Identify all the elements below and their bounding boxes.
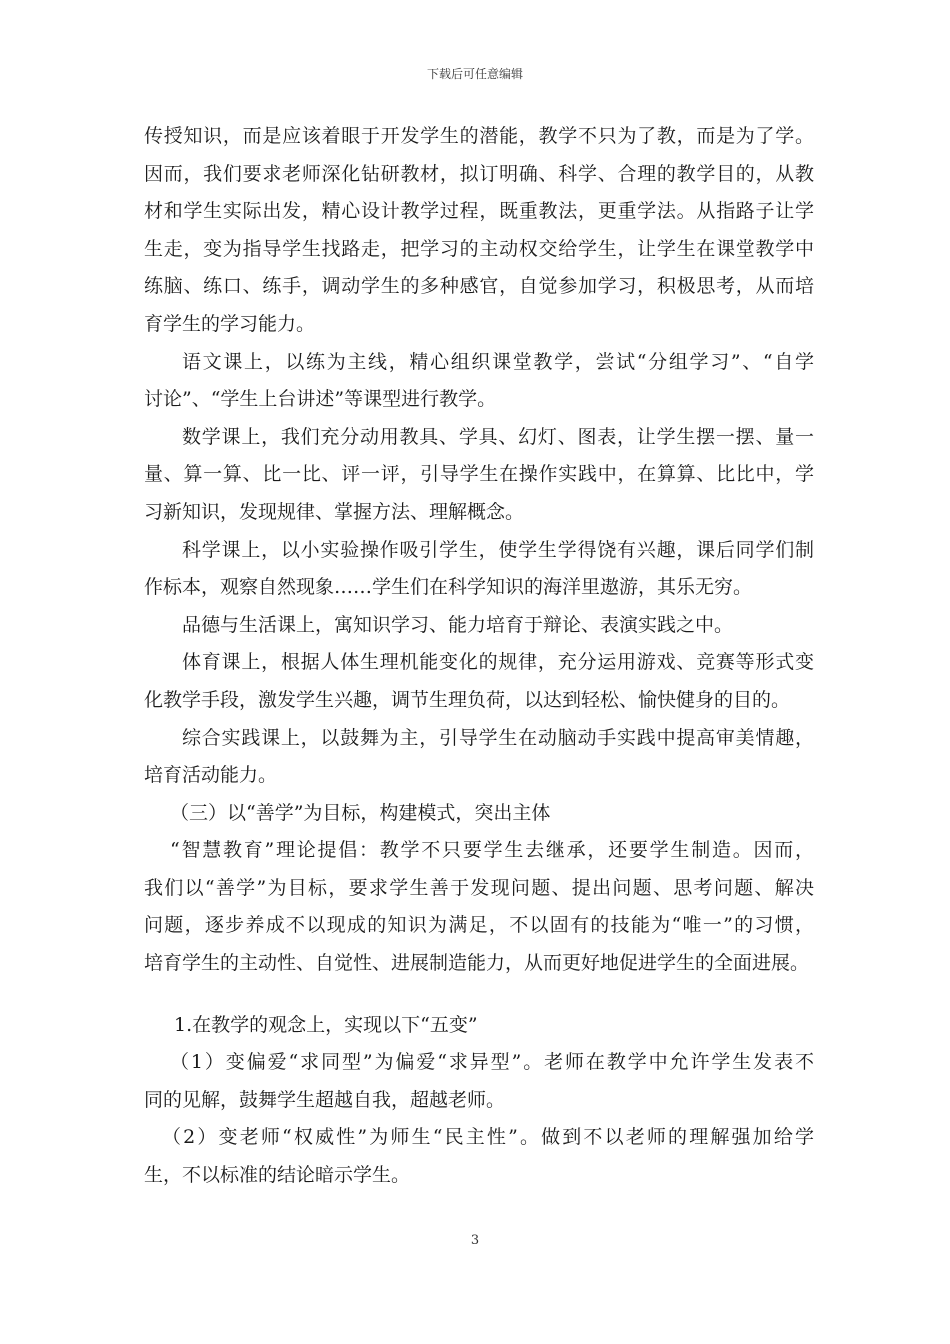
text-line: 生走，变为指导学生找路走，把学习的主动权交给学生，让学生在课堂教学中	[144, 237, 814, 260]
page-header: 下载后可任意编辑	[426, 67, 523, 81]
paragraph-gap	[144, 983, 814, 1007]
text-line: 材和学生实际出发，精心设计教学过程，既重教法，更重学法。从指路子让学	[144, 200, 814, 223]
text-line: 化教学手段，激发学生兴趣，调节生理负荷，以达到轻松、愉快健身的目的。	[144, 688, 791, 711]
text-line: 培育活动能力。	[144, 764, 278, 787]
text-line: 因而，我们要求老师深化钻研教材，拟订明确、科学、合理的教学目的，从教	[144, 162, 814, 185]
text-line: 综合实践课上，以鼓舞为主，引导学生在动脑动手实践中提高审美情趣，	[182, 726, 814, 749]
text-line: （1）变偏爱“求同型”为偏爱“求异型”。老师在教学中允许学生发表不	[170, 1051, 814, 1074]
text-line: 生，不以标准的结论暗示学生。	[144, 1164, 411, 1187]
text-line: 体育课上，根据人体生理机能变化的规律，充分运用游戏、竞赛等形式变	[182, 651, 814, 674]
text-line: 数学课上，我们充分动用教具、学具、幻灯、图表，让学生摆一摆、量一	[182, 425, 814, 448]
text-line: 问题，逐步养成不以现成的知识为满足，不以固有的技能为“唯一”的习惯，	[144, 914, 814, 937]
subsection-heading: 1.在教学的观念上，实现以下“五变”	[174, 1013, 478, 1036]
text-line: 科学课上，以小实验操作吸引学生，使学生学得饶有兴趣，课后同学们制	[182, 538, 814, 561]
text-line: “智慧教育”理论提倡：教学不只要学生去继承，还要学生制造。因而，	[170, 839, 814, 862]
text-line: 品德与生活课上，寓知识学习、能力培育于辩论、表演实践之中。	[182, 613, 734, 636]
text-line: 量、算一算、比一比、评一评，引导学生在操作实践中，在算算、比比中，学	[144, 463, 814, 486]
text-line: 培育学生的主动性、自觉性、进展制造能力，从而更好地促进学生的全面进展。	[144, 952, 810, 975]
text-line: 育学生的学习能力。	[144, 312, 316, 335]
text-line: （2）变老师“权威性”为师生“民主性”。做到不以老师的理解强加给学	[162, 1126, 814, 1149]
text-line: 传授知识，而是应该着眼于开发学生的潜能，教学不只为了教，而是为了学。	[144, 125, 814, 147]
text-line: 作标本，观察自然现象……学生们在科学知识的海洋里遨游，其乐无穷。	[144, 576, 753, 599]
text-line: 同的见解，鼓舞学生超越自我，超越老师。	[144, 1088, 506, 1111]
page-number: 3	[470, 1233, 480, 1248]
document-body	[144, 118, 814, 1195]
text-line: 习新知识，发现规律、掌握方法、理解概念。	[144, 500, 525, 523]
text-line: 我们以“善学”为目标，要求学生善于发现问题、提出问题、思考问题、解决	[144, 876, 814, 899]
text-line: 练脑、练口、练手，调动学生的多种感官，自觉参加学习，积极思考，从而培	[144, 275, 814, 298]
section-heading: （三）以“善学”为目标，构建模式，突出主体	[170, 801, 551, 824]
text-line: 语文课上，以练为主线，精心组织课堂教学，尝试“分组学习”、“自学	[182, 350, 814, 373]
text-line: 讨论”、“学生上台讲述”等课型进行教学。	[144, 388, 497, 411]
